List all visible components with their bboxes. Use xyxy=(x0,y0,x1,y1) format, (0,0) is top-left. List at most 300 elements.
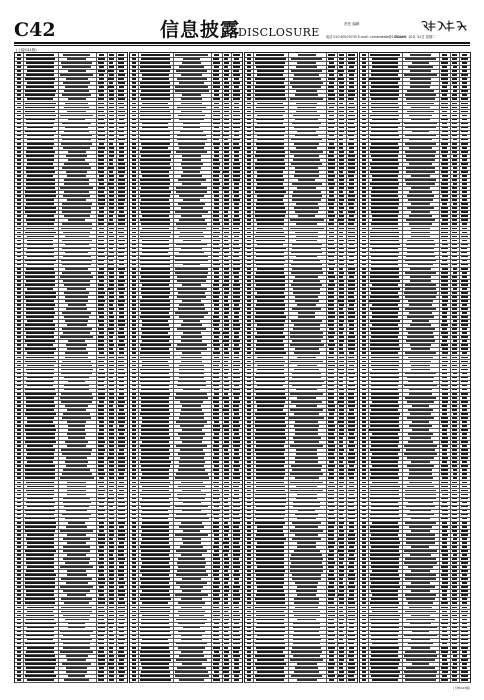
table-cell-text xyxy=(27,147,53,149)
table-cell-text xyxy=(406,506,434,508)
table-cell-text xyxy=(247,175,251,177)
table-cell-text xyxy=(453,413,457,415)
table-cell-text xyxy=(362,482,366,484)
table-cell-text xyxy=(118,550,124,552)
table-cell-text xyxy=(27,417,54,419)
table-cell-text xyxy=(214,651,219,653)
table-cell-text xyxy=(296,66,318,68)
table-cell-text xyxy=(247,473,251,475)
table-cell-text xyxy=(452,135,458,137)
table-cell-text xyxy=(247,578,251,580)
table-cell-text xyxy=(213,457,219,459)
table-cell-text xyxy=(26,336,54,338)
table-cell-text xyxy=(17,441,21,443)
table-cell-text xyxy=(132,655,136,657)
table-cell-text xyxy=(462,66,468,68)
table-cell-text xyxy=(339,663,343,665)
table-cell-text xyxy=(441,119,448,121)
table-cell-text xyxy=(181,607,203,609)
table-cell-text xyxy=(67,486,87,488)
table-cell-text xyxy=(247,615,251,617)
table-cell-text xyxy=(441,215,448,217)
table-cell-text xyxy=(213,590,220,592)
table-cell-text xyxy=(119,615,124,617)
table-cell-text xyxy=(409,215,433,217)
table-cell-text xyxy=(362,272,366,274)
table-cell-text xyxy=(17,494,21,496)
table-cell-text xyxy=(213,191,219,193)
table-cell-text xyxy=(25,111,55,113)
table-cell-text xyxy=(328,264,335,266)
table-cell-text xyxy=(371,268,399,270)
table-cell-text xyxy=(371,195,398,197)
table-cell-text xyxy=(17,627,21,629)
table-cell-text xyxy=(339,627,344,629)
table-cell-text xyxy=(297,619,316,621)
table-cell-text xyxy=(63,54,90,56)
table-cell-text xyxy=(63,538,89,540)
table-cell-text xyxy=(452,635,456,637)
table-cell-text xyxy=(348,538,355,540)
table-cell-text xyxy=(140,163,170,165)
table-cell-text xyxy=(362,643,366,645)
table-cell-text xyxy=(362,312,366,314)
table-cell-text xyxy=(234,332,239,334)
table-cell-text xyxy=(119,236,124,238)
table-cell-text xyxy=(256,203,284,205)
table-cell-text xyxy=(247,223,251,225)
table-cell-text xyxy=(98,631,105,633)
table-cell-text xyxy=(118,357,124,359)
table-cell-text xyxy=(109,90,114,92)
table-cell-text xyxy=(65,357,87,359)
table-cell-text xyxy=(371,607,398,609)
table-cell-text xyxy=(409,473,432,475)
table-cell-text xyxy=(328,526,334,528)
table-cell-text xyxy=(247,522,251,524)
table-cell-text xyxy=(339,268,343,270)
table-cell-text xyxy=(132,54,136,56)
table-cell-text xyxy=(371,336,398,338)
table-cell-text xyxy=(442,127,448,129)
table-cell-text xyxy=(224,151,229,153)
table-cell-text xyxy=(461,171,468,173)
table-cell-text xyxy=(224,377,228,379)
table-cell-text xyxy=(109,135,114,137)
table-cell-text xyxy=(372,482,398,484)
table-cell-text xyxy=(247,159,251,161)
table-cell-text xyxy=(452,437,457,439)
table-cell-text xyxy=(339,332,343,334)
table-cell-text xyxy=(233,163,239,165)
table-cell-text xyxy=(180,449,203,451)
table-cell-text xyxy=(348,175,354,177)
table-cell-text xyxy=(17,304,21,306)
table-cell-text xyxy=(295,457,319,459)
table-cell-text xyxy=(233,377,240,379)
table-cell-text xyxy=(109,284,114,286)
table-cell-text xyxy=(109,647,113,649)
table-cell-text xyxy=(132,510,136,512)
table-cell-text xyxy=(349,526,354,528)
table-cell-text xyxy=(339,365,344,367)
table-cell-text xyxy=(462,627,467,629)
table-cell-text xyxy=(412,663,429,665)
table-cell-text xyxy=(25,429,56,431)
table-cell-text xyxy=(453,538,457,540)
table-cell-text xyxy=(98,373,105,375)
table-cell-text xyxy=(298,54,316,56)
table-cell-text xyxy=(65,300,88,302)
table-cell-text xyxy=(61,449,91,451)
table-cell-text xyxy=(132,211,136,213)
table-cell-text xyxy=(178,647,205,649)
table-cell-text xyxy=(234,316,239,318)
table-cell-text xyxy=(452,143,457,145)
table-cell-text xyxy=(98,199,105,201)
table-cell-text xyxy=(65,296,88,298)
table-cell-text xyxy=(372,611,398,613)
table-cell-text xyxy=(256,558,284,560)
table-cell-text xyxy=(462,518,467,520)
table-cell-text xyxy=(362,248,366,250)
table-cell-text xyxy=(224,461,229,463)
table-cell-text xyxy=(290,393,322,395)
table-cell-text xyxy=(176,659,207,661)
table-cell-text xyxy=(257,195,284,197)
table-cell-text xyxy=(442,252,447,254)
table-cell-text xyxy=(247,78,251,80)
table-cell-text xyxy=(452,578,456,580)
table-cell-text xyxy=(461,635,467,637)
table-cell-text xyxy=(247,558,251,560)
table-cell-text xyxy=(406,171,435,173)
table-cell-text xyxy=(224,510,230,512)
table-cell-text xyxy=(25,78,55,80)
table-cell-text xyxy=(98,312,104,314)
table-cell-text xyxy=(224,288,229,290)
table-cell-text xyxy=(132,236,136,238)
table-cell-text xyxy=(410,268,431,270)
table-cell-text xyxy=(17,187,21,189)
table-cell-text xyxy=(142,639,168,641)
table-cell-text xyxy=(441,506,448,508)
table-cell-text xyxy=(26,54,55,56)
table-cell-text xyxy=(461,344,467,346)
table-cell-text xyxy=(213,78,219,80)
table-cell-text xyxy=(362,308,366,310)
table-cell-text xyxy=(328,131,335,133)
table-cell-text xyxy=(339,647,344,649)
table-cell-text xyxy=(98,304,104,306)
table-cell-text xyxy=(17,667,21,669)
table-cell-text xyxy=(17,393,21,395)
table-cell-text xyxy=(141,397,169,399)
table-cell-text xyxy=(213,526,219,528)
table-cell-text xyxy=(362,369,366,371)
table-cell-text xyxy=(234,103,239,105)
table-cell-text xyxy=(64,131,89,133)
table-cell-text xyxy=(109,207,114,209)
table-cell-text xyxy=(462,619,468,621)
table-cell-text xyxy=(442,401,448,403)
table-cell-text xyxy=(441,324,448,326)
table-cell-text xyxy=(295,119,318,121)
table-cell-text xyxy=(233,586,240,588)
table-cell-text xyxy=(132,477,136,479)
table-cell-text xyxy=(452,433,457,435)
table-cell-text xyxy=(132,602,136,604)
table-cell-text xyxy=(179,461,205,463)
table-cell-text xyxy=(17,352,21,354)
table-cell-text xyxy=(371,562,399,564)
table-cell-text xyxy=(362,594,366,596)
table-cell-text xyxy=(462,477,467,479)
table-cell-text xyxy=(25,586,55,588)
table-cell-text xyxy=(370,232,399,234)
table-cell-text xyxy=(452,546,457,548)
table-cell-text xyxy=(132,223,136,225)
table-cell-text xyxy=(296,223,317,225)
table-cell-text xyxy=(118,300,124,302)
table-cell-text xyxy=(224,526,229,528)
table-cell-text xyxy=(408,433,433,435)
table-cell-text xyxy=(348,211,355,213)
table-cell-text xyxy=(176,514,207,516)
table-cell-text xyxy=(348,284,355,286)
table-cell-text xyxy=(255,260,285,262)
table-cell-text xyxy=(328,276,335,278)
table-cell-text xyxy=(247,264,251,266)
table-cell-text xyxy=(27,244,54,246)
table-cell-text xyxy=(109,252,114,254)
table-cell-text xyxy=(234,252,239,254)
table-cell-text xyxy=(233,272,239,274)
table-cell-text xyxy=(290,361,324,363)
table-cell-text xyxy=(372,679,398,681)
table-cell-text xyxy=(289,381,323,383)
table-cell-text xyxy=(348,98,354,100)
table-cell-text xyxy=(372,594,398,596)
table-cell-text xyxy=(339,328,344,330)
table-cell-text xyxy=(297,131,316,133)
table-cell-text xyxy=(339,127,344,129)
table-cell-text xyxy=(339,433,344,435)
table-cell-text xyxy=(177,328,205,330)
table-cell-text xyxy=(132,594,136,596)
table-cell-text xyxy=(452,381,457,383)
table-cell-text xyxy=(183,58,201,60)
table-cell-text xyxy=(132,570,136,572)
table-cell-text xyxy=(118,413,125,415)
table-row xyxy=(360,678,470,683)
table-cell-text xyxy=(292,522,321,524)
table-cell-text xyxy=(362,103,366,105)
table-cell-text xyxy=(339,107,344,109)
table-cell-text xyxy=(233,179,240,181)
table-cell-text xyxy=(452,252,457,254)
table-cell-text xyxy=(213,292,220,294)
table-cell-text xyxy=(362,336,366,338)
table-cell-text xyxy=(179,147,203,149)
table-cell-text xyxy=(132,615,136,617)
table-cell-text xyxy=(362,469,366,471)
table-cell-text xyxy=(224,615,229,617)
table-cell-text xyxy=(348,421,354,423)
table-cell-text xyxy=(410,78,431,80)
table-cell-text xyxy=(119,635,125,637)
table-cell-text xyxy=(348,453,354,455)
table-cell-text xyxy=(247,143,251,145)
table-cell-text xyxy=(339,667,343,669)
table-cell-text xyxy=(348,163,355,165)
table-cell-text xyxy=(247,582,251,584)
table-cell-text xyxy=(17,602,21,604)
table-cell-text xyxy=(179,526,204,528)
table-cell-text xyxy=(255,598,285,600)
table-cell-text xyxy=(247,486,251,488)
table-cell-text xyxy=(256,232,284,234)
table-cell-text xyxy=(339,615,344,617)
table-cell-text xyxy=(98,127,104,129)
table-cell-text xyxy=(295,461,318,463)
table-cell-text xyxy=(64,215,90,217)
table-cell-text xyxy=(118,131,124,133)
table-cell-text xyxy=(362,659,366,661)
table-cell-text xyxy=(328,308,334,310)
table-cell-text xyxy=(452,147,457,149)
table-cell-text xyxy=(64,292,89,294)
table-cell-text xyxy=(213,598,220,600)
table-cell-text xyxy=(65,441,87,443)
table-cell-text xyxy=(141,566,170,568)
table-cell-text xyxy=(348,514,355,516)
table-cell-text xyxy=(290,482,323,484)
table-cell-text xyxy=(370,244,400,246)
table-cell-text xyxy=(349,582,355,584)
table-cell-text xyxy=(132,304,136,306)
table-cell-text xyxy=(98,115,105,117)
table-cell-text xyxy=(349,409,354,411)
table-cell-text xyxy=(247,248,251,250)
table-cell-text xyxy=(362,554,366,556)
table-cell-text xyxy=(132,526,136,528)
table-cell-text xyxy=(141,336,170,338)
table-cell-text xyxy=(175,594,209,596)
table-cell-text xyxy=(119,340,125,342)
table-cell-text xyxy=(247,151,251,153)
table-cell-text xyxy=(247,107,251,109)
table-cell-text xyxy=(362,94,366,96)
table-cell-text xyxy=(109,602,114,604)
table-cell-text xyxy=(339,236,343,238)
table-cell-text xyxy=(118,554,124,556)
table-cell-text xyxy=(118,103,124,105)
table-cell-text xyxy=(214,389,219,391)
table-cell-text xyxy=(461,550,468,552)
table-cell-text xyxy=(17,445,21,447)
table-cell-text xyxy=(224,54,229,56)
table-cell-text xyxy=(177,494,206,496)
table-cell-text xyxy=(63,498,90,500)
table-cell-text xyxy=(26,167,54,169)
table-cell-text xyxy=(99,667,104,669)
table-cell-text xyxy=(441,288,448,290)
table-cell-text xyxy=(452,159,458,161)
table-cell-text xyxy=(17,147,21,149)
table-cell-text xyxy=(296,203,318,205)
table-cell-text xyxy=(108,457,114,459)
table-cell-text xyxy=(411,107,429,109)
table-cell-text xyxy=(180,437,203,439)
table-cell-text xyxy=(348,123,354,125)
table-cell-text xyxy=(26,300,54,302)
table-cell-text xyxy=(461,590,468,592)
table-cell-text xyxy=(132,244,136,246)
table-cell-text xyxy=(441,344,448,346)
table-cell-text xyxy=(371,70,399,72)
table-cell-text xyxy=(255,643,285,645)
table-cell-text xyxy=(462,304,467,306)
table-cell-text xyxy=(372,465,398,467)
table-cell-text xyxy=(348,615,355,617)
table-cell-text xyxy=(26,332,54,334)
table-cell-text xyxy=(328,316,335,318)
table-cell-text xyxy=(452,671,457,673)
table-cell-text xyxy=(233,615,239,617)
table-cell-text xyxy=(68,675,85,677)
table-cell-text xyxy=(109,401,114,403)
table-cell-text xyxy=(175,211,209,213)
table-cell-text xyxy=(441,518,448,520)
table-cell-text xyxy=(362,191,366,193)
table-cell-text xyxy=(461,248,467,250)
table-cell-text xyxy=(256,550,284,552)
table-cell-text xyxy=(442,296,448,298)
table-cell-text xyxy=(441,70,448,72)
table-cell-text xyxy=(442,179,448,181)
table-cell-text xyxy=(362,119,366,121)
table-cell-text xyxy=(109,324,115,326)
table-cell-text xyxy=(213,469,219,471)
table-cell-text xyxy=(26,155,54,157)
table-cell-text xyxy=(61,260,92,262)
table-cell-text xyxy=(441,171,448,173)
table-cell-text xyxy=(233,54,240,56)
table-cell-text xyxy=(132,66,136,68)
table-cell-text xyxy=(17,219,21,221)
table-cell-text xyxy=(140,70,171,72)
table-cell-text xyxy=(348,611,354,613)
table-cell-text xyxy=(109,469,114,471)
table-cell-text xyxy=(181,598,202,600)
table-cell-text xyxy=(362,135,366,137)
table-cell-text xyxy=(339,54,343,56)
table-row xyxy=(245,678,357,683)
table-cell-text xyxy=(214,534,219,536)
table-cell-text xyxy=(339,320,345,322)
table-cell-text xyxy=(452,191,457,193)
table-cell-text xyxy=(233,147,240,149)
table-cell-text xyxy=(247,90,251,92)
table-cell-text xyxy=(453,90,457,92)
table-cell-text xyxy=(328,70,334,72)
table-cell-text xyxy=(255,425,286,427)
table-cell-text xyxy=(247,232,251,234)
table-cell-text xyxy=(109,211,114,213)
table-cell-text xyxy=(141,276,170,278)
table-cell-text xyxy=(339,215,344,217)
